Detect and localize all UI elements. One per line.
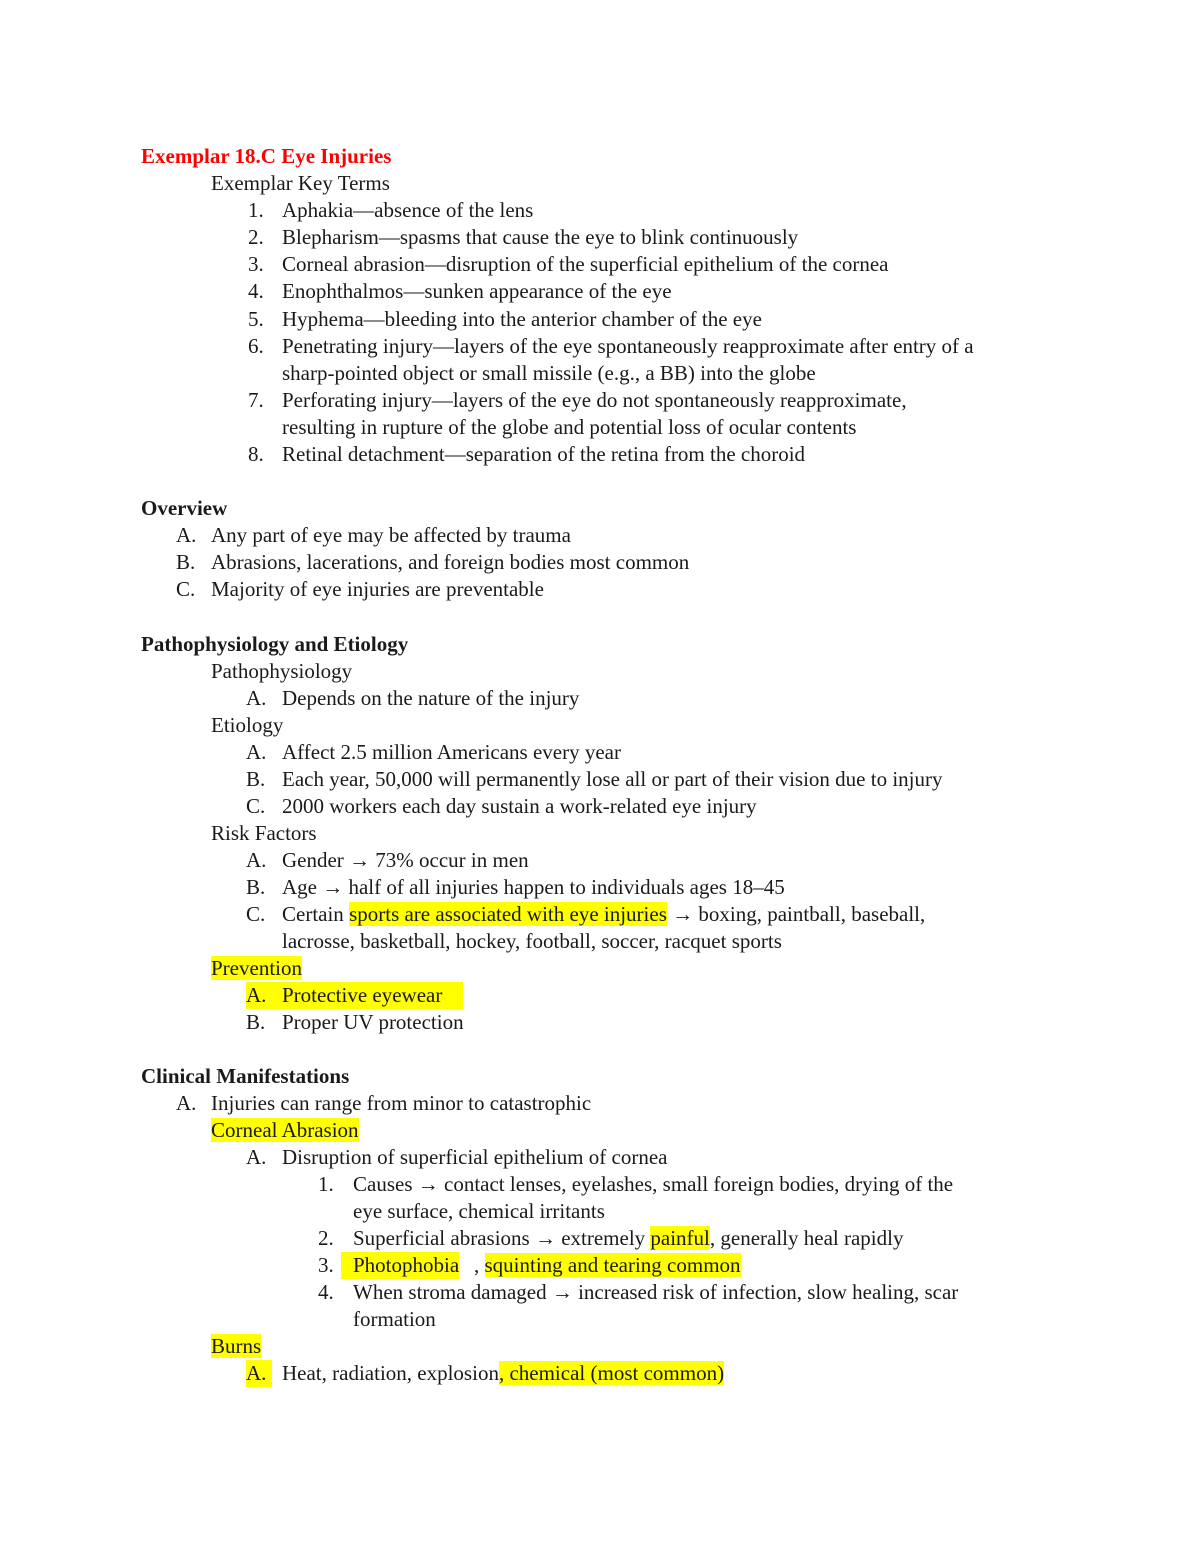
corneal-item: Disruption of superficial epithelium of cornea xyxy=(282,1145,668,1169)
risk-sports-pre: Certain xyxy=(282,902,350,926)
etiology-label: Etiology xyxy=(211,713,284,737)
key-term-text-continued: sharp-pointed object or small missile (e.g., a BB) into the globe xyxy=(282,361,816,385)
pathophysiology-label: Pathophysiology xyxy=(211,659,353,683)
key-term-text: Retinal detachment—separation of the retina from the choroid xyxy=(282,442,806,466)
clinical-letter: A. xyxy=(176,1091,197,1115)
risk-letter: B. xyxy=(246,875,266,899)
key-term-text-continued: resulting in rupture of the globe and potential loss of ocular contents xyxy=(282,415,857,439)
prevention-text: Protective eyewear xyxy=(282,983,443,1007)
risk-letter: C. xyxy=(246,902,266,926)
corneal-subitem-causes: Causes → contact lenses, eyelashes, small foreign bodies, drying of the xyxy=(353,1172,954,1196)
burns-item xyxy=(246,1360,272,1387)
pathophysiology-item: Depends on the nature of the injury xyxy=(282,686,580,710)
corneal-subitem-number: 2. xyxy=(318,1226,334,1250)
risk-factors-label: Risk Factors xyxy=(211,821,317,845)
key-term-text: Blepharism—spasms that cause the eye to blink continuously xyxy=(282,225,799,249)
prevention-item-uv: Proper UV protection xyxy=(282,1010,464,1034)
overview-letter: B. xyxy=(176,550,196,574)
risk-letter: A. xyxy=(246,848,267,872)
pain-post: , generally heal rapidly xyxy=(709,1226,904,1250)
corneal-subitem-number: 1. xyxy=(318,1172,334,1196)
separator: , xyxy=(474,1253,485,1277)
etiology-item: 2000 workers each day sustain a work-related eye injury xyxy=(282,794,757,818)
key-term-number: 5. xyxy=(248,307,264,331)
squinting-group xyxy=(474,1252,741,1279)
highlighted-text: sports are associated with eye injuries xyxy=(349,902,667,926)
risk-item-sports xyxy=(282,901,925,928)
highlighted-text: Burns xyxy=(211,1334,262,1358)
corneal-abrasion-label xyxy=(211,1117,359,1144)
pathophysiology-letter: A. xyxy=(246,686,267,710)
highlighted-text: , chemical (most common) xyxy=(498,1361,725,1385)
corneal-subitem-stroma-continued: formation xyxy=(353,1307,436,1331)
key-term-text: Perforating injury—layers of the eye do not spontaneously reapproximate, xyxy=(282,388,907,412)
corneal-subitem-number: 3. xyxy=(318,1253,334,1277)
risk-item-gender: Gender → 73% occur in men xyxy=(282,848,529,872)
etiology-letter: A. xyxy=(246,740,267,764)
burns-pre: Heat, radiation, explosion xyxy=(282,1361,499,1385)
risk-sports-post: → boxing, paintball, baseball, xyxy=(666,902,926,926)
photophobia-text: Photophobia xyxy=(353,1253,460,1277)
key-term-number: 2. xyxy=(248,225,264,249)
clinical-item: Injuries can range from minor to catastrophic xyxy=(211,1091,592,1115)
etiology-item: Each year, 50,000 will permanently lose all or part of their vision due to injury xyxy=(282,767,943,791)
highlighted-text: squinting and tearing common xyxy=(484,1253,741,1277)
overview-letter: C. xyxy=(176,577,196,601)
corneal-subitem-pain xyxy=(353,1225,903,1252)
prevention-letter: A. xyxy=(246,983,267,1007)
corneal-subitem-causes-continued: eye surface, chemical irritants xyxy=(353,1199,605,1223)
corneal-subitem-photophobia xyxy=(318,1252,460,1279)
overview-heading: Overview xyxy=(141,496,228,520)
document-title: Exemplar 18.C Eye Injuries xyxy=(141,144,392,168)
risk-item-sports-continued: lacrosse, basketball, hockey, football, soccer, racquet sports xyxy=(282,929,782,953)
corneal-subitem-stroma: When stroma damaged → increased risk of infection, slow healing, scar xyxy=(353,1280,959,1304)
risk-item-age: Age → half of all injuries happen to individuals ages 18–45 xyxy=(282,875,785,899)
etiology-letter: B. xyxy=(246,767,266,791)
corneal-letter: A. xyxy=(246,1145,267,1169)
overview-item: Majority of eye injuries are preventable xyxy=(211,577,544,601)
etiology-letter: C. xyxy=(246,794,266,818)
clinical-heading: Clinical Manifestations xyxy=(141,1064,350,1088)
key-term-number: 8. xyxy=(248,442,264,466)
key-term-number: 6. xyxy=(248,334,264,358)
burns-label xyxy=(211,1333,261,1360)
highlighted-text: Prevention xyxy=(211,956,302,980)
key-term-text: Aphakia—absence of the lens xyxy=(282,198,534,222)
highlighted-text: Corneal Abrasion xyxy=(211,1118,359,1142)
prevention-letter: B. xyxy=(246,1010,266,1034)
key-term-text: Hyphema—bleeding into the anterior chamber of the eye xyxy=(282,307,762,331)
pain-pre: Superficial abrasions → extremely xyxy=(353,1226,651,1250)
key-terms-heading: Exemplar Key Terms xyxy=(211,171,390,195)
prevention-item-eyewear xyxy=(246,982,463,1009)
key-term-text: Penetrating injury—layers of the eye spontaneously reapproximate after entry of a xyxy=(282,334,974,358)
highlighted-text xyxy=(341,1252,459,1279)
key-term-text: Enophthalmos—sunken appearance of the eye xyxy=(282,279,672,303)
highlighted-text: A. xyxy=(246,1360,272,1387)
key-term-number: 7. xyxy=(248,388,264,412)
highlighted-text: painful xyxy=(650,1226,710,1250)
key-term-number: 3. xyxy=(248,252,264,276)
overview-item: Abrasions, lacerations, and foreign bodies most common xyxy=(211,550,690,574)
overview-letter: A. xyxy=(176,523,197,547)
prevention-label xyxy=(211,955,302,982)
patho-heading: Pathophysiology and Etiology xyxy=(141,632,409,656)
corneal-subitem-number: 4. xyxy=(318,1280,334,1304)
overview-item: Any part of eye may be affected by trauma xyxy=(211,523,571,547)
key-term-number: 4. xyxy=(248,279,264,303)
etiology-item: Affect 2.5 million Americans every year xyxy=(282,740,621,764)
key-term-text: Corneal abrasion—disruption of the superficial epithelium of the cornea xyxy=(282,252,889,276)
key-term-number: 1. xyxy=(248,198,264,222)
highlighted-text xyxy=(246,982,463,1009)
burns-item-text xyxy=(282,1360,724,1387)
